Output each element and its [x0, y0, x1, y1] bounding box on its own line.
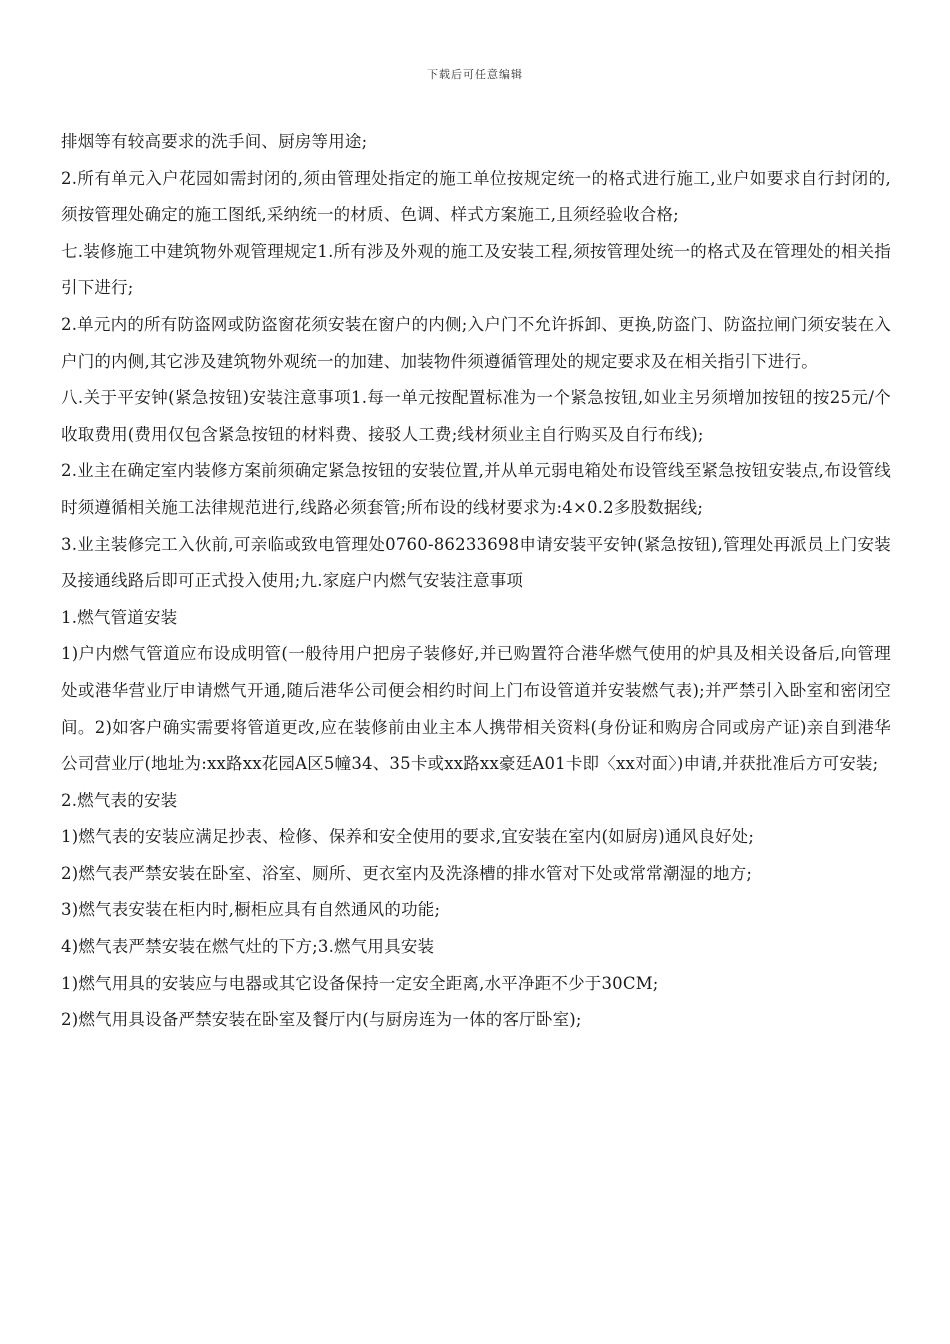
paragraph: 1)燃气用具的安装应与电器或其它设备保持一定安全距离,水平净距不少于30CM;: [61, 973, 659, 993]
subsection-heading: 2.燃气表的安装: [61, 790, 178, 810]
paragraph: 4)燃气表严禁安装在燃气灶的下方;3.燃气用具安装: [61, 937, 435, 957]
paragraph: 排烟等有较高要求的洗手间、厨房等用途;: [61, 132, 368, 151]
document-body: [61, 124, 891, 1039]
section-heading-8: 八.关于平安钟(紧急按钮)安装注意事项1.每一单元按配置标准为一个紧急按钮,如业主另须增加按钮的按25元/个收取费用(费用仅包含紧急按钮的材料费、接驳人工费;线材须业主自行购买及自行布线);: [61, 388, 891, 444]
paragraph: 1)户内燃气管道应布设成明管(一般待用户把房子装修好,并已购置符合港华燃气使用的炉具及相关设备后,向管理处或港华营业厅申请燃气开通,随后港华公司便会相约时间上门布设管道并安装燃气表);并严禁引入卧室和密闭空间。2)如客户确实需要将管道更改,应在装修前由业主本人携带相关资料(身份证和购房合同或房产证)亲自到港华公司营业厅(地址为:xx路xx花园A区5幢34、35卡或xx路xx豪廷A01卡即〈xx对面〉)申请,并获批准后方可安装;: [61, 644, 891, 774]
subsection-heading: 1.燃气管道安装: [61, 607, 178, 627]
paragraph: 2)燃气表严禁安装在卧室、浴室、厕所、更衣室内及洗涤槽的排水管对下处或常常潮湿的地方;: [61, 863, 753, 883]
paragraph: 2.业主在确定室内装修方案前须确定紧急按钮的安装位置,并从单元弱电箱处布设管线至紧急按钮安装点,布设管线时须遵循相关施工法律规范进行,线路必须套管;所布设的线材要求为:4×0.2多股数据线;: [61, 461, 891, 517]
paragraph: 2)燃气用具设备严禁安装在卧室及餐厅内(与厨房连为一体的客厅卧室);: [61, 1010, 582, 1030]
page-header-note: 下载后可任意编辑: [427, 68, 523, 81]
paragraph: 3.业主装修完工入伙前,可亲临或致电管理处0760-86233698申请安装平安钟(紧急按钮),管理处再派员上门安装及接通线路后即可正式投入使用;九.家庭户内燃气安装注意事项: [61, 534, 891, 591]
paragraph: 3)燃气表安装在柜内时,橱柜应具有自然通风的功能;: [61, 900, 441, 920]
paragraph: 2.所有单元入户花园如需封闭的,须由管理处指定的施工单位按规定统一的格式进行施工,业户如要求自行封闭的,须按管理处确定的施工图纸,采纳统一的材质、色调、样式方案施工,且须经验收合格;: [61, 168, 891, 225]
paragraph: 2.单元内的所有防盗网或防盗窗花须安装在窗户的内侧;入户门不允许拆卸、更换,防盗门、防盗拉闸门须安装在入户门的内侧,其它涉及建筑物外观统一的加建、加装物件须遵循管理处的规定要求及在相关指引下进行。: [61, 314, 891, 371]
section-heading-7: 七.装修施工中建筑物外观管理规定1.所有涉及外观的施工及安装工程,须按管理处统一的格式及在管理处的相关指引下进行;: [61, 241, 891, 298]
paragraph: 1)燃气表的安装应满足抄表、检修、保养和安全使用的要求,宜安装在室内(如厨房)通风良好处;: [61, 827, 755, 847]
